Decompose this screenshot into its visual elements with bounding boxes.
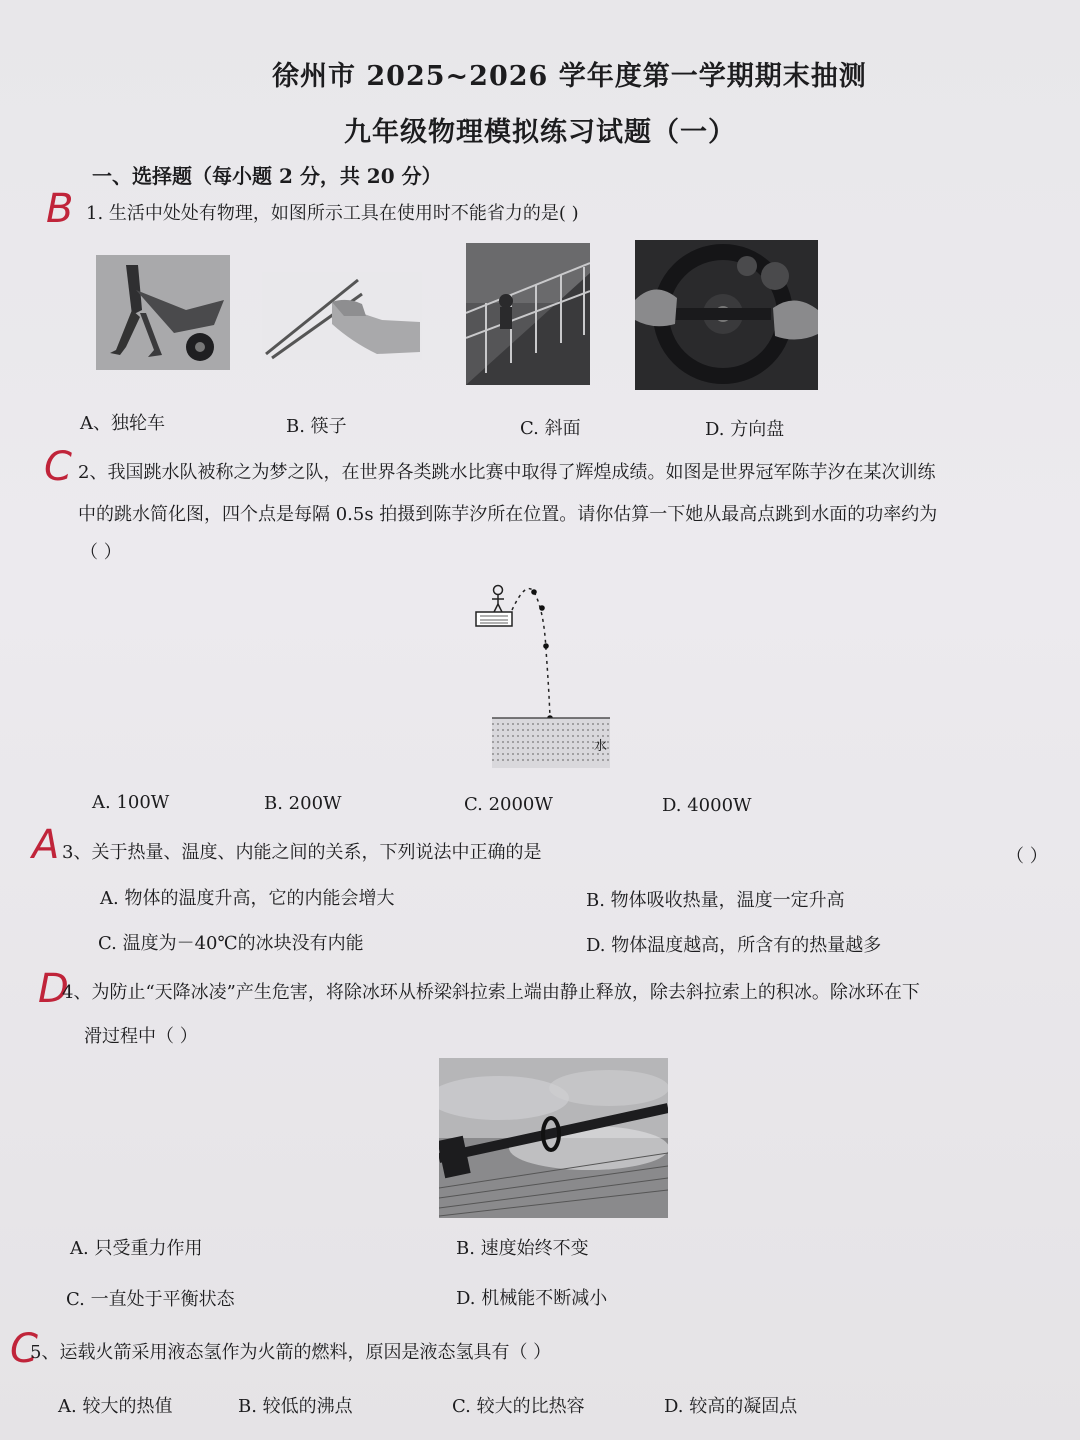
q3-option-b: B. 物体吸收热量，温度一定升高 [586,890,845,911]
q4-option-c: C. 一直处于平衡状态 [66,1289,235,1310]
q4-option-a: A. 只受重力作用 [70,1238,203,1259]
q1-option-b: B. 筷子 [286,416,347,437]
q5-option-c: C. 较大的比热容 [452,1396,585,1417]
question-2-line2: 中的跳水简化图，四个点是每隔 0.5s 拍摄到陈芋汐所在位置。请你估算一下她从最高点跳到水面的功率约为 [78,504,938,525]
deicing-ring-image [439,1058,668,1218]
q4-option-d: D. 机械能不断减小 [456,1288,608,1309]
q1-option-d: D. 方向盘 [705,419,785,440]
question-1-text: 1. 生活中处处有物理，如图所示工具在使用时不能省力的是( ) [86,203,579,224]
diver-head [494,586,503,595]
question-2-line1: 2、我国跳水队被称之为梦之队，在世界各类跳水比赛中取得了辉煌成绩。如图是世界冠军陈芋汐在某次训练 [78,462,936,483]
ramp-image [466,243,590,385]
handwritten-answer-q5: C [10,1326,38,1372]
q2-option-a: A. 100W [92,792,170,813]
question-5-text: 5、运载火箭采用液态氢作为火箭的燃料，原因是液态氢具有（ ） [30,1342,552,1363]
handwritten-answer-q4: D [38,966,69,1012]
q1-option-a: A、独轮车 [80,413,165,434]
chopsticks-image [262,272,422,360]
q3-option-a: A. 物体的温度升高，它的内能会增大 [100,888,395,909]
q2-option-b: B. 200W [264,793,342,814]
diving-diagram [470,580,620,775]
handwritten-answer-q1: B [46,186,74,232]
q4-option-b: B. 速度始终不变 [456,1238,589,1259]
handwritten-answer-q3: A [32,822,60,868]
handwritten-answer-q2: C [44,444,72,490]
section-heading: 一、选择题（每小题 2 分，共 20 分） [92,164,442,188]
q5-option-a: A. 较大的热值 [58,1396,173,1417]
position-point-3 [543,643,549,649]
steering-wheel-image [635,240,818,390]
position-point-1 [531,589,537,595]
question-4-line2: 滑过程中（ ） [84,1026,198,1047]
exam-title-line1: 徐州市 2025~2026 学年度第一学期期末抽测 [272,61,867,92]
q3-option-c: C. 温度为－40℃的冰块没有内能 [98,933,364,954]
question-3-text: 3、关于热量、温度、内能之间的关系，下列说法中正确的是 [62,842,542,863]
question-3-paren: （ ） [1006,846,1048,867]
exam-title-line2: 九年级物理模拟练习试题（一） [344,117,736,148]
q5-option-b: B. 较低的沸点 [238,1396,353,1417]
wheelbarrow-image [96,255,230,370]
water-label: 水 [594,739,608,754]
position-point-2 [539,605,545,611]
q2-option-d: D. 4000W [662,795,752,816]
question-2-line3: （ ） [80,542,122,563]
q3-option-d: D. 物体温度越高，所含有的热量越多 [586,935,882,956]
question-4-line1: 4、为防止“天降冰凌”产生危害，将除冰环从桥梁斜拉索上端由静止释放，除去斜拉索上的积冰。除冰环在下 [62,982,920,1003]
q1-option-c: C. 斜面 [520,418,581,439]
q5-option-d: D. 较高的凝固点 [664,1396,798,1417]
q2-option-c: C. 2000W [464,794,553,815]
